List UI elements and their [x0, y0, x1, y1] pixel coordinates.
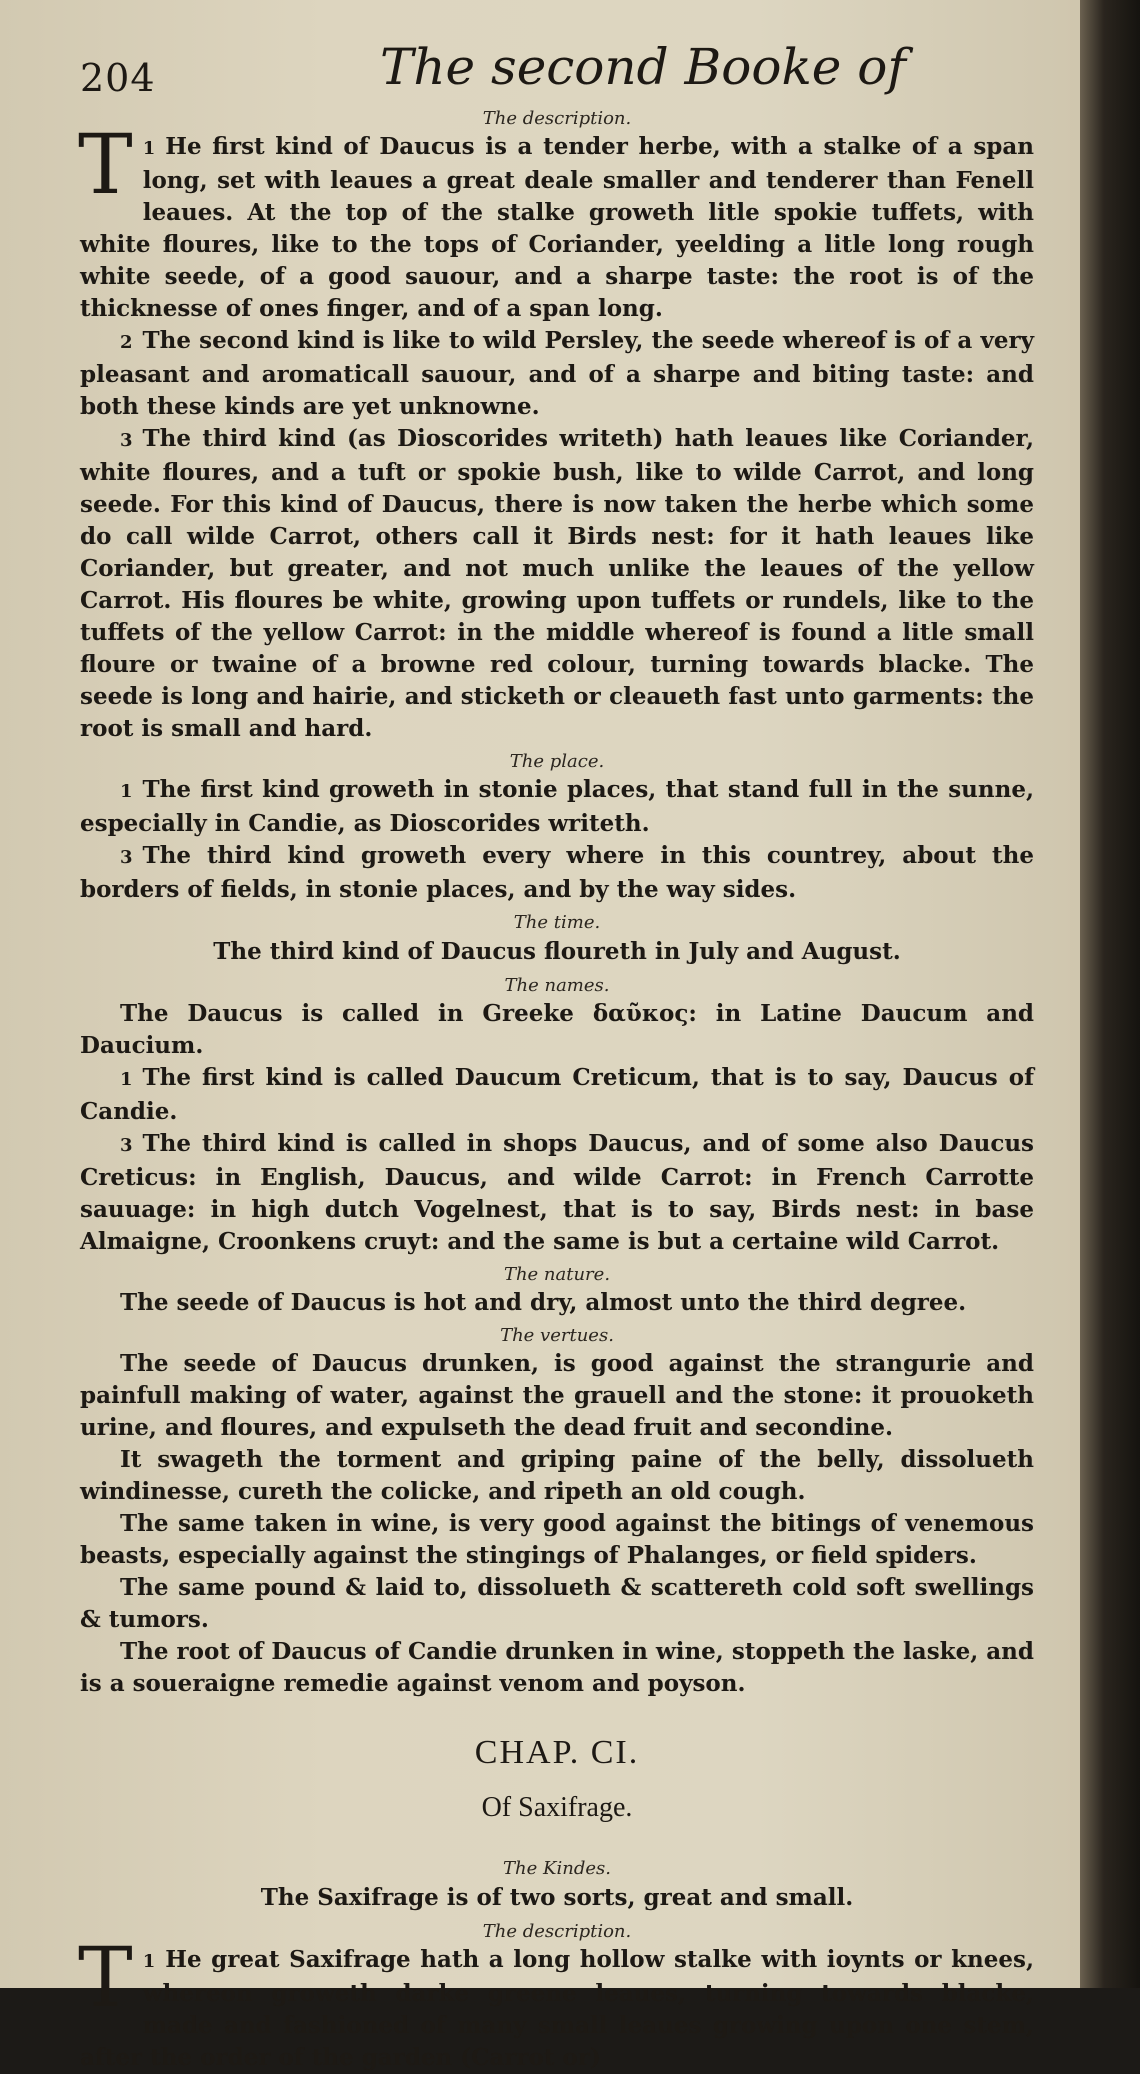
paragraph-marker: 2 [120, 332, 133, 353]
paragraph-text: The Daucus is called in Greeke δαῦκος: in Latine Daucum and Daucium. [80, 1000, 1034, 1059]
drop-cap: T [78, 118, 133, 213]
paragraph-marker: 1 [142, 1951, 156, 1972]
chapter-title: Of Saxifrage. [481, 1792, 633, 1823]
book-gutter [1080, 0, 1140, 1988]
vertues-paragraph-1 [80, 1348, 1034, 1444]
section-heading-place: The place. [509, 751, 605, 772]
paragraph-text: The second kind is like to wild Persley, the seede whereof is of a very pleasant and aromaticall sauour, and of a sharpe and biting taste: and both these kinds are yet unknowne. [80, 327, 1034, 420]
section-heading-description-2: The description. [482, 1921, 632, 1942]
names-paragraph-2 [80, 1062, 1034, 1128]
vertues-paragraph-5 [80, 1636, 1034, 1700]
nature-paragraph [80, 1287, 1034, 1319]
paragraph-text: The third kind is called in shops Daucus, and of some also Daucus Creticus: in English, Daucus, and wilde Carrot: in French Carrotte sauuage: in high dutch Vogelnest, that is to say, Birds nest: in base Almaigne, Croonkens cruyt: and the same is but a certaine wild Carrot. [80, 1130, 1034, 1255]
section-heading-nature: The nature. [503, 1264, 611, 1285]
kindes-text: The Saxifrage is of two sorts, great and small. [260, 1884, 854, 1911]
vertues-paragraph-2 [80, 1444, 1034, 1508]
paragraph-marker: 1 [120, 1069, 133, 1090]
paragraph-text: The third kind groweth every where in this countrey, about the borders of fields, in stonie places, and by the way sides. [80, 842, 1034, 903]
paragraph-marker: 3 [120, 1135, 133, 1156]
paragraph-text: The seede of Daucus is hot and dry, almost unto the third degree. [120, 1289, 967, 1316]
page-header [80, 38, 1034, 102]
place-paragraph-2 [80, 840, 1034, 906]
page-number: 204 [80, 56, 156, 100]
drop-cap: T [78, 1931, 133, 2026]
description-paragraph-2 [80, 325, 1034, 423]
paragraph-text: The seede of Daucus drunken, is good against the strangurie and painfull making of water, against the grauell and the stone: it prouoketh urine, and floures, and expulseth the dead fruit and secondine. [80, 1350, 1034, 1441]
section-heading-vertues: The vertues. [500, 1325, 614, 1346]
paragraph-marker: 3 [120, 847, 133, 868]
running-title: The second Booke of [380, 38, 906, 96]
paragraph-text: The same taken in wine, is very good against the bitings of venemous beasts, especially against the stingings of Phalanges, or field spiders. [80, 1510, 1034, 1569]
names-paragraph-1 [80, 998, 1034, 1062]
paragraph-marker: 3 [120, 430, 133, 451]
paragraph-text: The first kind is called Daucum Creticum, that is to say, Daucus of Candie. [80, 1064, 1034, 1125]
place-paragraph-1 [80, 774, 1034, 840]
section-heading-description: The description. [482, 108, 632, 129]
paragraph-marker: 1 [142, 138, 156, 159]
paragraph-text: It swageth the torment and griping paine of the belly, dissolueth windinesse, cureth the colicke, and ripeth an old cough. [80, 1446, 1034, 1505]
section-heading-names: The names. [504, 975, 610, 996]
paragraph-text: The third kind (as Dioscorides writeth) hath leaues like Coriander, white floures, and a tuft or spokie bush, like to wilde Carrot, and long seede. For this kind of Daucus, there is now taken the herbe which some do call wilde Carrot, others call it Birds nest: for it hath leaues like Coriander, but greater, and not much unlike the leaues of the yellow Carrot. His floures be white, growing upon tuffets or rundels, like to the tuffets of the yellow Carrot: in the middle whereof is found a litle small floure or twaine of a browne red colour, turning towards blacke. The seede is long and hairie, and sticketh or cleaueth fast unto garments: the root is small and hard. [80, 425, 1034, 742]
paragraph-text: The first kind groweth in stonie places, that stand full in the sunne, especially in Candie, as Dioscorides writeth. [80, 776, 1034, 837]
chapter-number: CHAP. CI. [474, 1734, 640, 1771]
paragraph-text: He great Saxifrage hath a long hollow stalke with ioynts or knees, whereon groweth darke greene leaues, turning towards blacke, made and fashioned of many small leaues growing upon one stem, after the order of the garden (Carrot or) [80, 1946, 1034, 2071]
description-paragraph-3 [80, 423, 1034, 745]
vertues-paragraph-3 [80, 1508, 1034, 1572]
section-heading-time: The time. [513, 912, 601, 933]
paragraph-text: The same pound & laid to, dissolueth & scattereth cold soft swellings & tumors. [80, 1574, 1034, 1633]
section-heading-kindes: The Kindes. [503, 1858, 611, 1879]
paragraph-text: He first kind of Daucus is a tender herbe, with a stalke of a span long, set with leaues a great deale smaller and tenderer than Fenell leaues. At the top of the stalke groweth litle spokie tuffets, with white floures, like to the tops of Coriander, yeelding a litle long rough white seede, of a good sauour, and a sharpe taste: the root is of the thicknesse of ones finger, and of a span long. [80, 133, 1034, 322]
paragraph-text: The root of Daucus of Candie drunken in wine, stoppeth the laske, and is a soueraigne remedie against venom and poyson. [80, 1638, 1034, 1697]
paragraph-marker: 1 [120, 781, 133, 802]
names-paragraph-3 [80, 1128, 1034, 1258]
vertues-paragraph-4 [80, 1572, 1034, 1636]
time-text: The third kind of Daucus floureth in July and August. [213, 938, 901, 965]
